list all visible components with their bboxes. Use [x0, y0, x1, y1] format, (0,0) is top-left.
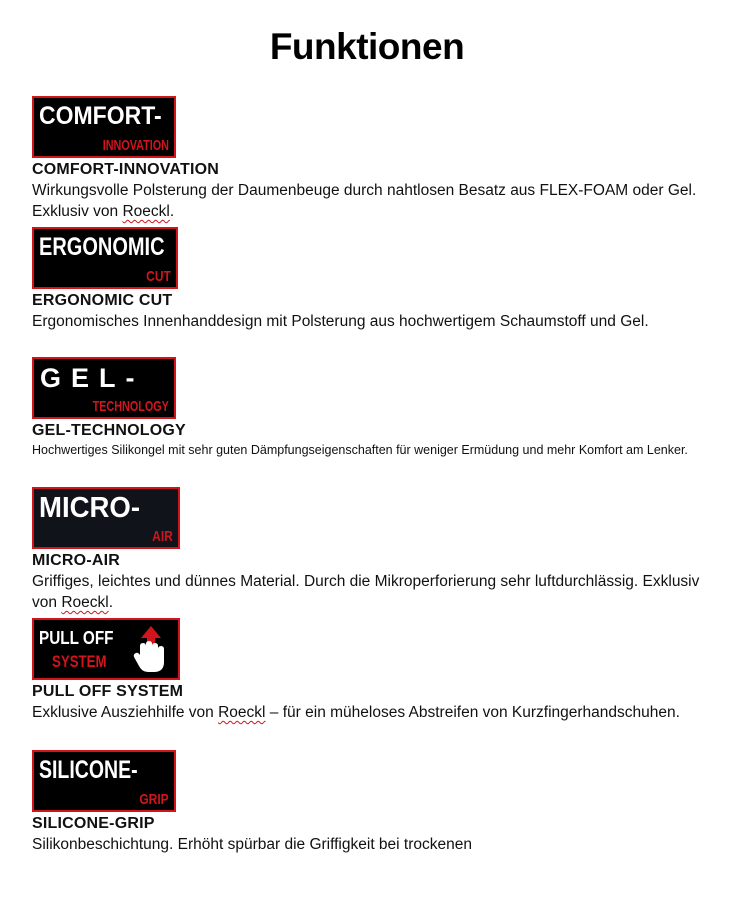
- badge-sub-text: TECHNOLOGY: [92, 398, 169, 415]
- feature-pull-off-system: [32, 618, 722, 723]
- feature-heading: ERGONOMIC CUT: [32, 292, 173, 309]
- feature-micro-air: [32, 487, 722, 613]
- feature-heading: GEL-TECHNOLOGY: [32, 422, 186, 439]
- feature-heading: MICRO-AIR: [32, 552, 121, 569]
- feature-ergonomic-cut: [32, 227, 722, 332]
- feature-heading: COMFORT-INNOVATION: [32, 161, 219, 178]
- feature-description: Silikonbeschichtung. Erhöht spürbar die Griffigkeit bei trockenen: [32, 836, 472, 853]
- spellcheck-word: Roeckl: [122, 203, 170, 220]
- pull-off-system-badge: [32, 618, 180, 680]
- feature-heading: PULL OFF SYSTEM: [32, 683, 184, 700]
- badge-main-text: SILICONE-: [39, 756, 138, 784]
- feature-description: Ergonomisches Innenhanddesign mit Polsterung aus hochwertigem Schaumstoff und Gel.: [32, 313, 649, 330]
- feature-heading: SILICONE-GRIP: [32, 815, 155, 832]
- feature-silicone-grip: [32, 750, 722, 855]
- feature-description: Griffiges, leichtes und dünnes Material. Durch die Mikroperforierung sehr luftdurchlässig. Exklusiv von Roeckl.: [32, 573, 700, 611]
- badge-main-text: PULL OFF: [39, 628, 114, 648]
- feature-description: Exklusive Ausziehhilfe von Roeckl – für ein müheloses Abstreifen von Kurzfingerhandschuhen.: [32, 704, 680, 721]
- hand-pull-up-icon: [130, 624, 172, 676]
- comfort-innovation-badge: [32, 96, 176, 158]
- feature-comfort-innovation: [32, 96, 722, 222]
- badge-main-text: GEL-: [40, 363, 145, 393]
- feature-description: Wirkungsvolle Polsterung der Daumenbeuge durch nahtlosen Besatz aus FLEX-FOAM oder Gel. Exklusiv von Roeckl.: [32, 182, 697, 220]
- gel-technology-badge: [32, 357, 176, 419]
- badge-sub-text: SYSTEM: [52, 652, 107, 671]
- badge-sub-text: CUT: [146, 268, 171, 285]
- silicone-grip-badge: [32, 750, 176, 812]
- spellcheck-word: Roeckl: [218, 704, 266, 721]
- micro-air-badge: [32, 487, 180, 549]
- badge-main-text: MICRO-: [39, 492, 141, 524]
- badge-main-text: ERGONOMIC: [39, 233, 165, 261]
- page-title: Funktionen: [269, 26, 465, 67]
- spellcheck-word: Roeckl: [61, 594, 109, 611]
- badge-sub-text: INNOVATION: [102, 137, 169, 154]
- badge-sub-text: GRIP: [139, 791, 169, 808]
- feature-description: Hochwertiges Silikongel mit sehr guten Dämpfungseigenschaften für weniger Ermüdung und mehr Komfort am Lenker.: [32, 443, 688, 457]
- badge-sub-text: AIR: [152, 528, 173, 545]
- feature-gel-technology: [32, 357, 722, 460]
- badge-main-text: COMFORT-: [39, 102, 162, 130]
- ergonomic-cut-badge: [32, 227, 178, 289]
